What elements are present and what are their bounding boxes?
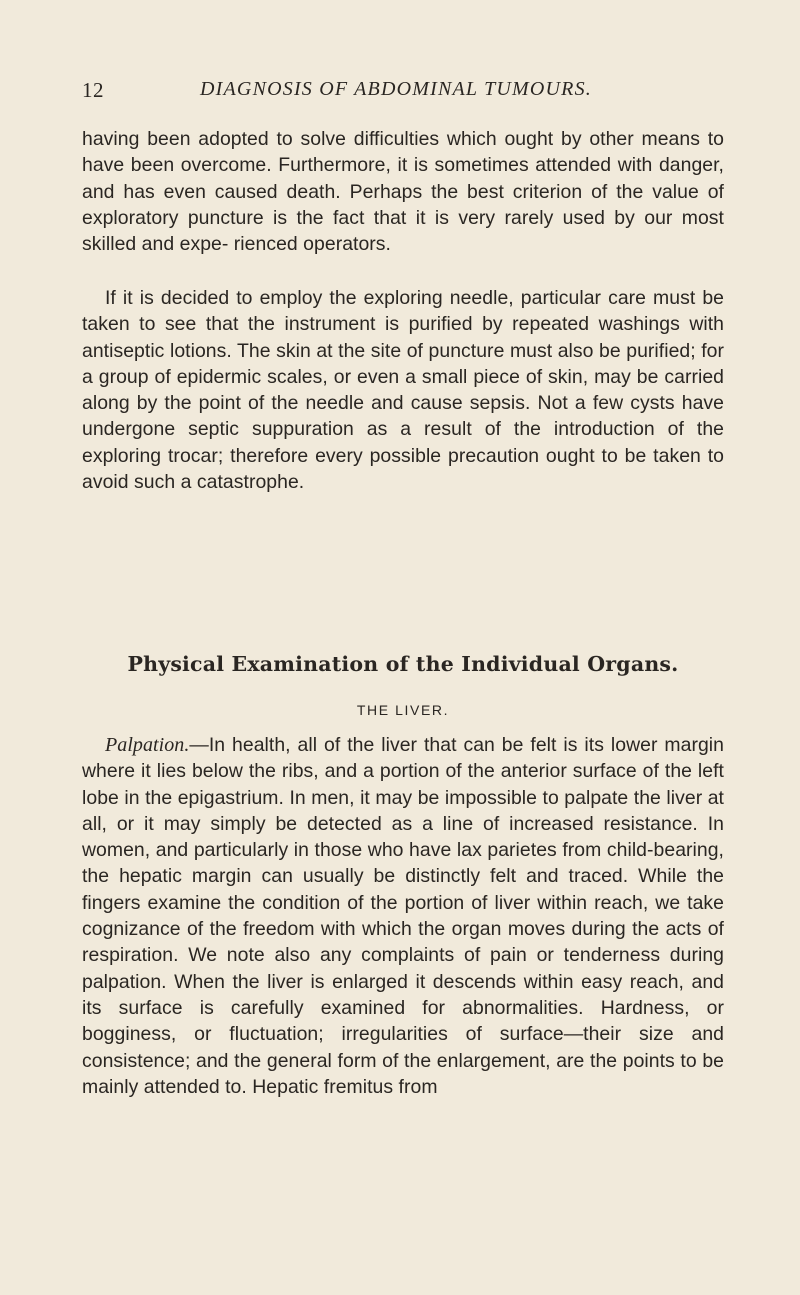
paragraph-3 [82,732,724,1100]
section-subheading: THE LIVER. [356,702,450,718]
page-header [82,78,722,106]
palpation-lead: Palpation. [105,734,190,756]
section-heading: Physical Examination of the Individual Organs. [127,652,679,676]
palpation-text: —In health, all of the liver that can be felt is its lower margin where it lies below the ribs, and a portion of the anterior surface of the left lobe in the epigastrium. In men, it may be impossible to palpate the liver at all, or it may simply be detected as a line of increased resistance. In women, and particularly in those who have lax parietes from child-bearing, the hepatic margin can usually be distinctly felt and traced. While the fingers examine the condition of the portion of liver within reach, we take cognizance of the freedom with which the organ moves during the acts of respiration. We note also any complaints of pain or tenderness during palpation. When the liver is enlarged it descends within easy reach, and its surface is carefully examined for abnormalities. Hardness, or bogginess, or fluctuation; irregularities of surface—their size and consistence; and the general form of the enlargement, are the points to be mainly attended to. Hepatic fremitus from [82,734,724,1098]
page-number: 12 [82,78,104,102]
running-title: DIAGNOSIS OF ABDOMINAL TUMOURS. [200,78,592,100]
paragraph-1: having been adopted to solve difficulties which ought by other means to have been overcome. Furthermore, it is sometimes attended with danger, and has even caused death. Perhaps the best criterion of the value of exploratory puncture is the fact that it is very rarely used by our most skilled and expe- rienced operators. [82,128,724,256]
paragraph-2: If it is decided to employ the exploring needle, particular care must be taken to see that the instrument is purified by repeated washings with antiseptic lotions. The skin at the site of puncture must also be purified; for a group of epidermic scales, or even a small piece of skin, may be carried along by the point of the needle and cause sepsis. Not a few cysts have undergone septic suppuration as a result of the introduction of the exploring trocar; therefore every possible precaution ought to be taken to avoid such a catastrophe. [82,287,724,494]
